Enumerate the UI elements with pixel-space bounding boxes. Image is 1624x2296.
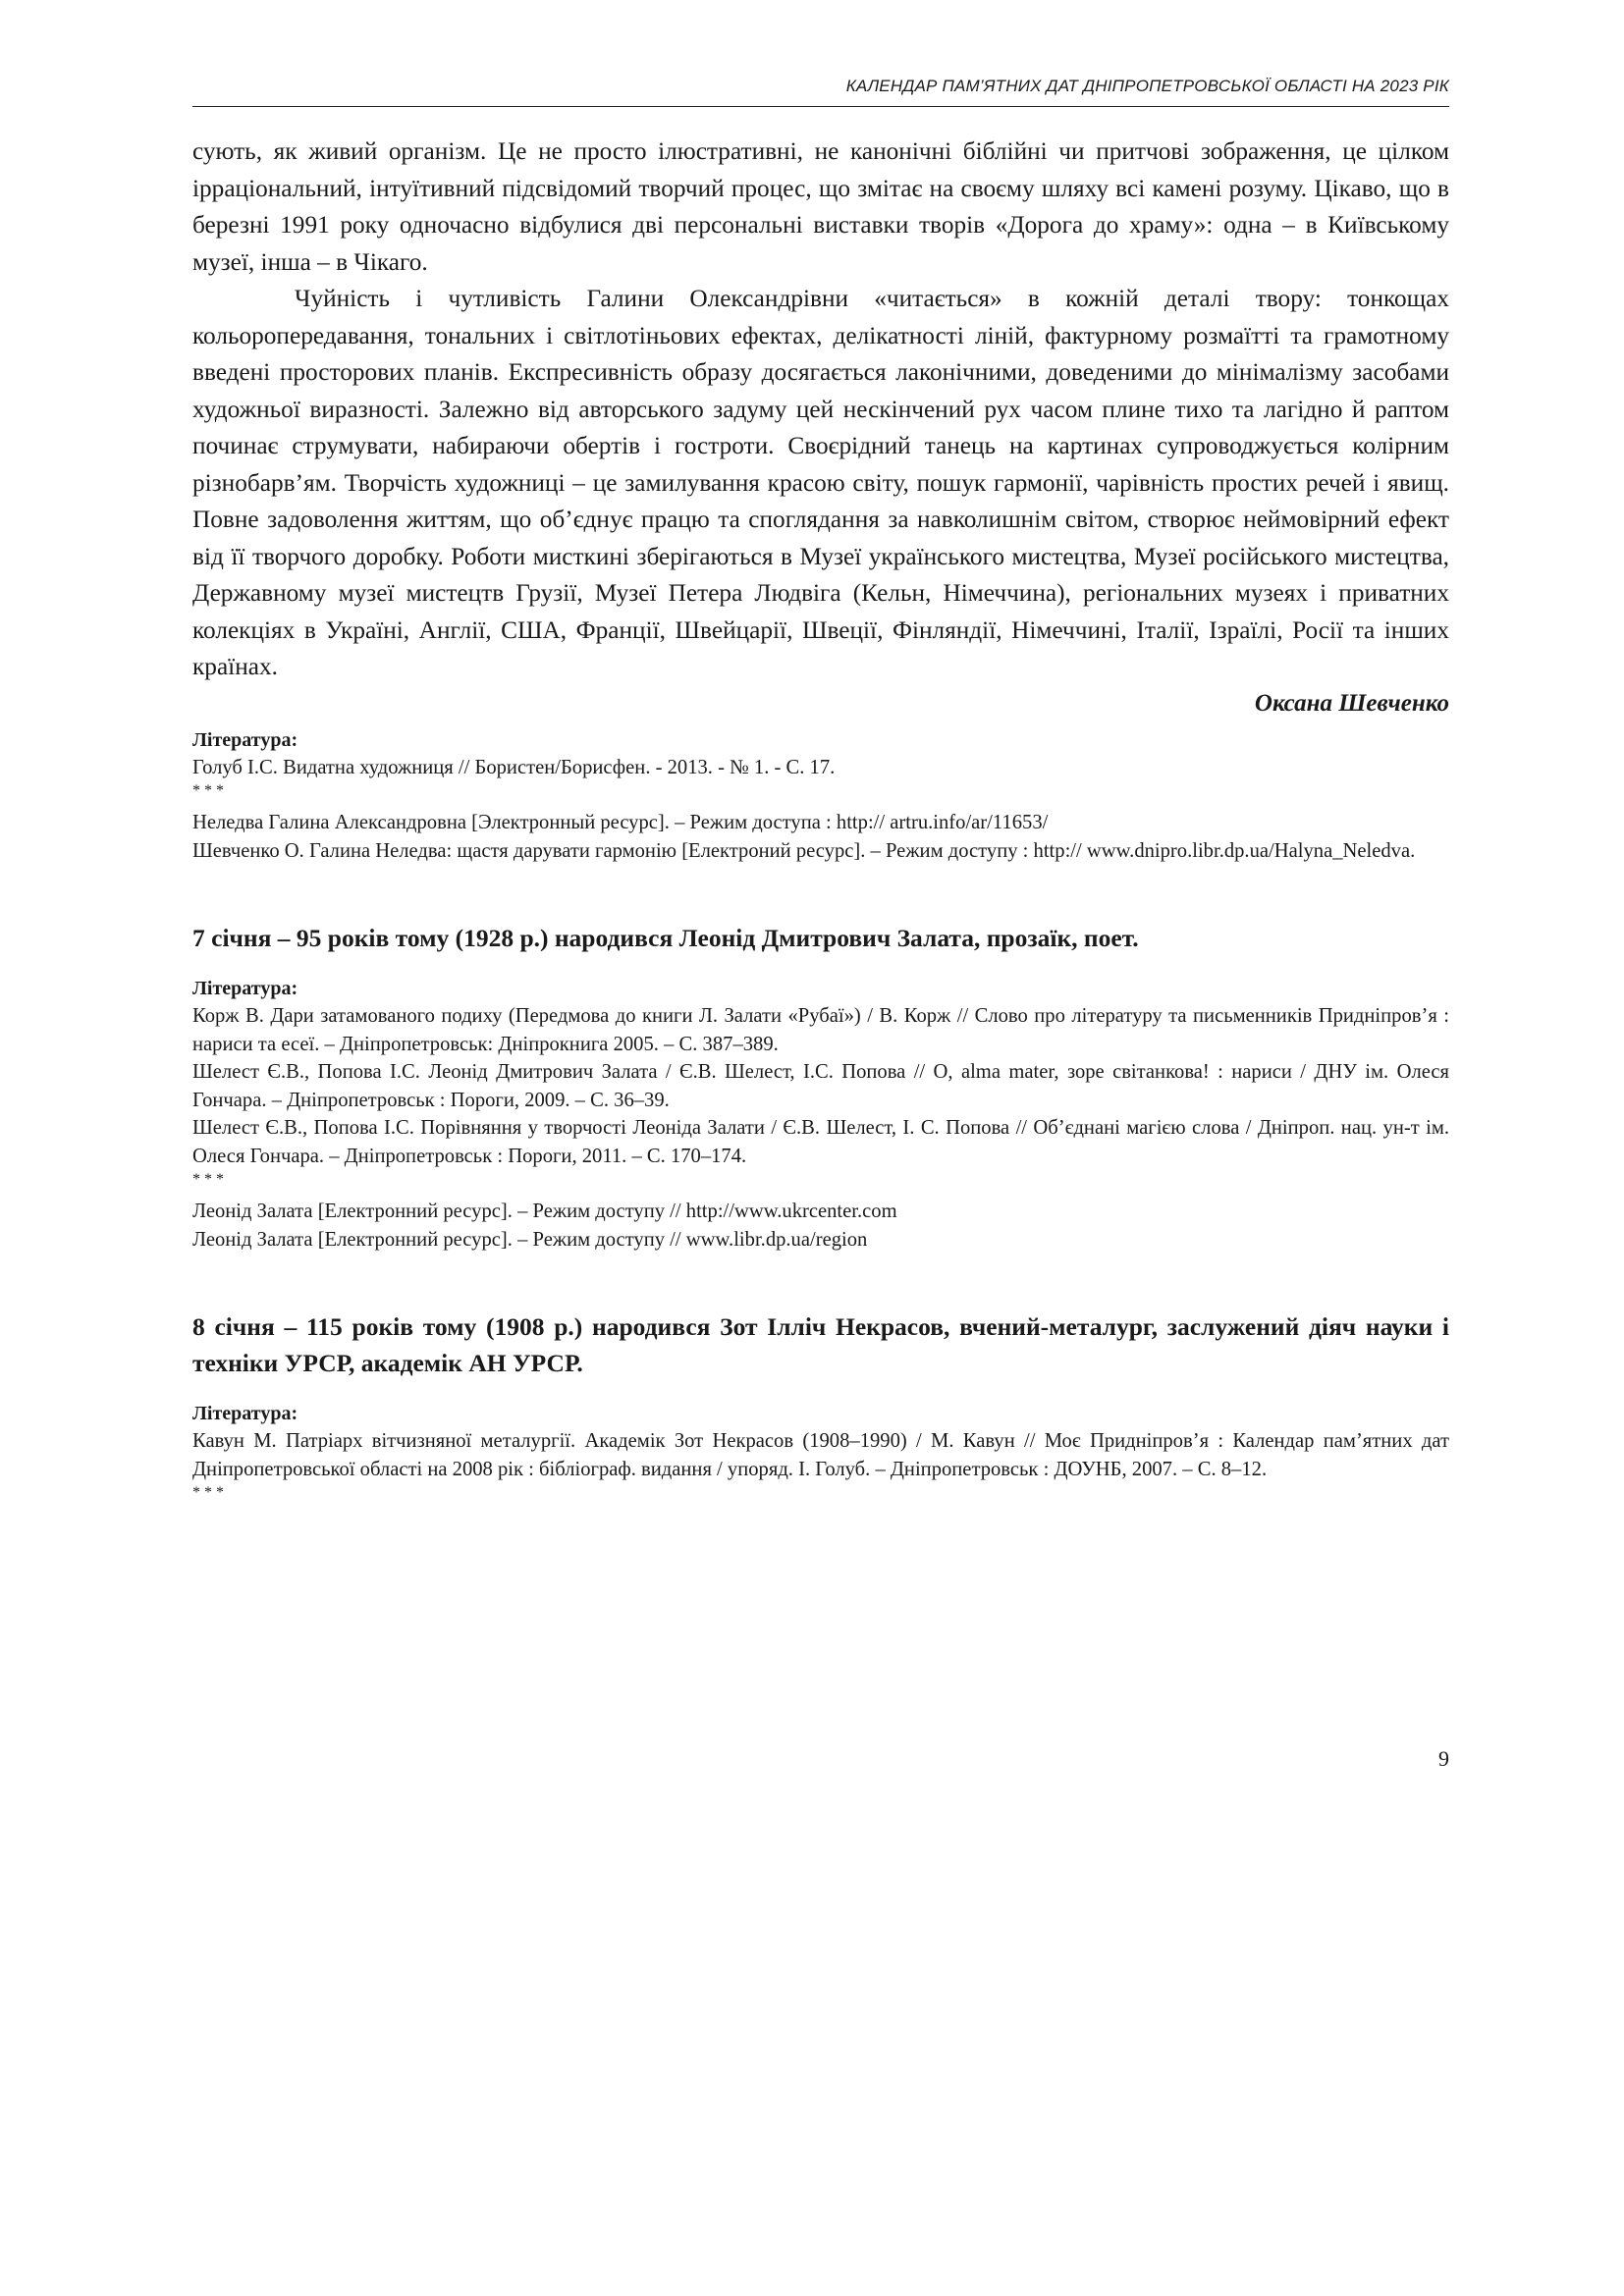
literature-item: Кавун М. Патріарх вітчизняної металургії. Академік Зот Некрасов (1908–1990) / М. Кавун // Моє Придніпров’я : Календар пам’ятних дат Дніпропетровської області на 2008 рік : бібліограф. видання / упоряд. І. Голуб. – Дніпропетровськ : ДОУНБ, 2007. – С. 8–12. — [192, 1430, 1449, 1480]
page-content — [192, 133, 1449, 1511]
literature-heading: Література: — [192, 728, 298, 751]
page-number: 9 — [1438, 1746, 1449, 1771]
literature-item: Голуб І.С. Видатна художниця // Бористен/Борисфен. - 2013. - № 1. - С. 17. — [192, 756, 836, 778]
event-heading: 8 січня – 115 років тому (1908 р.) народився Зот Ілліч Некрасов, вчений-металург, заслужений діяч науки і техніки УРСР, академік АН УРСР. — [192, 1312, 1449, 1377]
literature-block — [192, 976, 1449, 1254]
article-author: Оксана Шевченко — [1254, 689, 1449, 717]
running-header — [192, 77, 1449, 107]
literature-block — [192, 1401, 1449, 1503]
literature-item: Неледва Галина Александровна [Электронный ресурс]. – Режим доступа : http:// artru.info/ar/11653/ — [192, 812, 1049, 833]
separator-stars: * * * — [192, 782, 224, 799]
literature-block — [192, 727, 1449, 866]
literature-heading: Література: — [192, 1403, 298, 1424]
separator-stars: * * * — [192, 1171, 224, 1188]
event-entry — [192, 1308, 1449, 1503]
event-entry — [192, 920, 1449, 1254]
literature-item: Шевченко О. Галина Неледва: щастя дарувати гармонію [Електроний ресурс]. – Режим доступу : http:// www.dnipro.libr.dp.ua/Halyna_Neledva. — [192, 839, 1416, 862]
literature-item: Шелест Є.В., Попова І.С. Порівняння у творчості Леоніда Залати / Є.В. Шелест, І. С. Попова // Об’єднані магією слова / Дніпроп. нац. ун-т ім. Олеся Гончара. – Дніпропетровськ : Пороги, 2011. – С. 170–174. — [192, 1117, 1449, 1167]
literature-item: Шелест Є.В., Попова І.С. Леонід Дмитрович Залата / Є.В. Шелест, І.С. Попова // О, alma mater, зоре світанкова! : нариси / ДНУ ім. Олеся Гончара. – Дніпропетровськ : Пороги, 2009. – С. 36–39. — [192, 1061, 1449, 1111]
literature-item: Корж В. Дари затамованого подиху (Передмова до книги Л. Залати «Рубаї») / В. Корж // Слово про літературу та письменників Придніпров’я : нариси та есеї. – Дніпропетровськ: Дніпрокнига 2005. – С. 387–389. — [192, 1005, 1449, 1055]
event-heading: 7 січня – 95 років тому (1928 р.) народився Леонід Дмитрович Залата, прозаїк, поет. — [192, 924, 1139, 952]
article-paragraph: Чуйність і чутливість Галини Олександрівни «читається» в кожній деталі твору: тонкощах кольоропередавання, тональних і світлотіньових ефектах, делікатності ліній, фактурному розмаїтті та грамотному введені просторових планів. Експресивність образу досягається лаконічними, доведеними до мінімалізму засобами художньої виразності. Залежно від авторського задуму цей нескінчений рух часом плине тихо та лагідно й раптом починає струмувати, набираючи обертів і гостроти. Своєрідний танець на картинах супроводжується колірним різнобарв’ям. Творчість художниці – це замилування красою світу, пошук гармонії, чарівність простих речей і явищ. Повне задоволення життям, що об’єднує працю та споглядання за навколишнім світом, створює неймовірний ефект від її творчого доробку. Роботи мисткині зберігаються в Музеї українського мистецтва, Музеї російського мистецтва, Державному музеї мистецтв Грузії, Музеї Петера Людвіга (Кельн, Німеччина), регіональних музеях і приватних колекціях в Україні, Англії, США, Франції, Швейцарії, Швеції, Фінляндії, Німеччині, Італії, Ізраїлі, Росії та інших країнах. — [192, 285, 1449, 680]
literature-heading: Література: — [192, 978, 298, 999]
running-header-title: КАЛЕНДАР ПАМ’ЯТНИХ ДАТ ДНІПРОПЕТРОВСЬКОЇ ОБЛАСТІ НА 2023 РІК — [845, 77, 1449, 95]
article-paragraph: сують, як живий організм. Це не просто ілюстративні, не канонічні біблійні чи притчові зображення, це цілком ірраціональний, інтуїтивний підсвідомий творчий процес, що змітає на своєму шляху всі камені розуму. Цікаво, що в березні 1991 року одночасно відбулися дві персональні виставки творів «Дорога до храму»: одна – в Київському музеї, інша – в Чікаго. — [192, 137, 1449, 276]
literature-item: Леонід Залата [Електронний ресурс]. – Режим доступу // http://www.ukrcenter.com — [192, 1201, 897, 1222]
literature-item: Леонід Залата [Електронний ресурс]. – Режим доступу // www.libr.dp.ua/region — [192, 1228, 868, 1251]
separator-stars: * * * — [192, 1484, 224, 1501]
